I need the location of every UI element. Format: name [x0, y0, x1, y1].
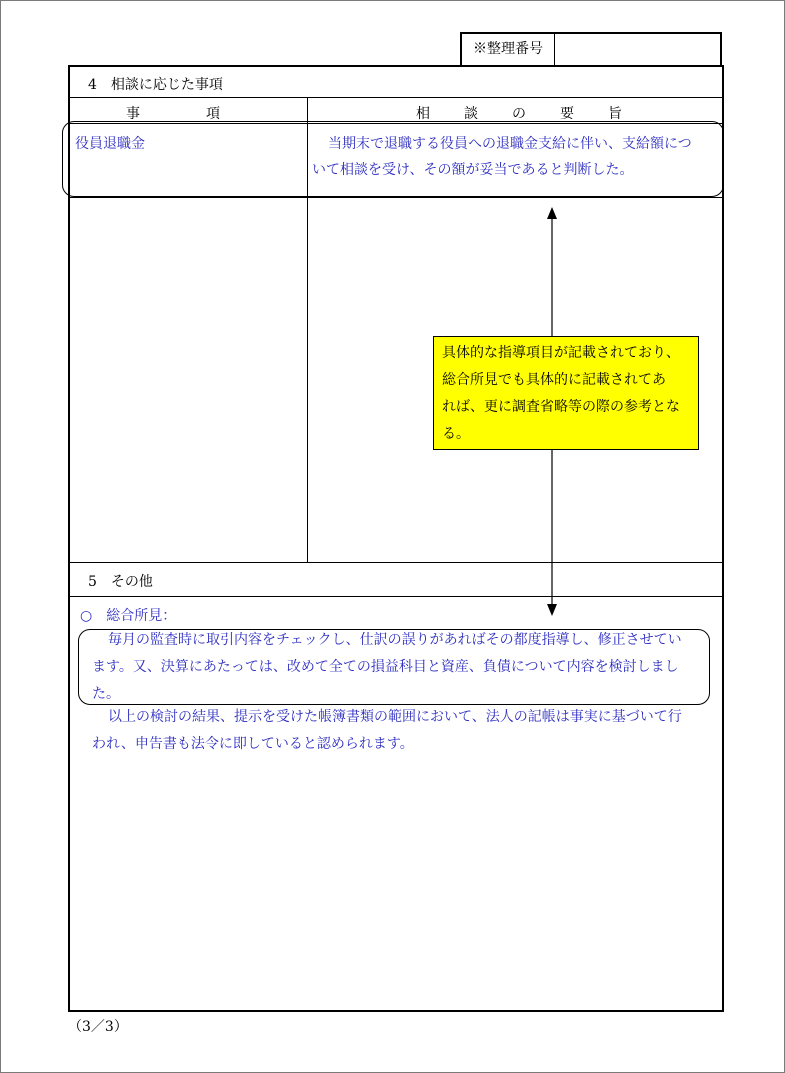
callout-line: 具体的な指導項目が記載されており、 — [442, 345, 680, 361]
overall-findings-label: ○ 総合所見： — [80, 608, 177, 624]
findings-para1-line: 毎月の監査時に取引内容をチェックし、仕訳の誤りがあればその都度指導し、修正させてい — [108, 632, 682, 648]
callout-line: れば、更に調査省略等の際の参考とな — [442, 399, 680, 415]
findings-para1-line: ます。又、決算にあたっては、改めて全ての損益科目と資産、負債について内容を検討しまし — [92, 659, 679, 675]
consultation-summary-line: 当期末で退職する役員への退職金支給に伴い、支給額につ — [328, 136, 692, 152]
findings-para2-line: われ、申告書も法令に即していると認められます。 — [92, 736, 414, 752]
section5-title: 5 その他 — [88, 574, 153, 590]
arrow-up-head — [547, 207, 557, 219]
findings-para2-line: 以上の検討の結果、提示を受けた帳簿書類の範囲において、法人の記帳は事実に基づいて行 — [108, 709, 682, 725]
findings-para1-line: た。 — [92, 686, 120, 702]
arrow-down-head — [547, 604, 557, 616]
callout-line: る。 — [442, 426, 470, 442]
seiri-number-label: ※整理番号 — [462, 34, 555, 65]
section4-title: 4 相談に応じた事項 — [88, 77, 223, 93]
consultation-summary-line: いて相談を受け、その額が妥当であると判断した。 — [312, 162, 634, 178]
col-summary-heading: 相 談 の 要 旨 — [416, 106, 624, 122]
page-number: （3／3） — [68, 1019, 128, 1035]
consultation-item: 役員退職金 — [75, 136, 145, 152]
col-item-heading: 事 項 — [126, 106, 222, 122]
callout-line: 総合所見でも具体的に記載されてあ — [442, 372, 666, 388]
